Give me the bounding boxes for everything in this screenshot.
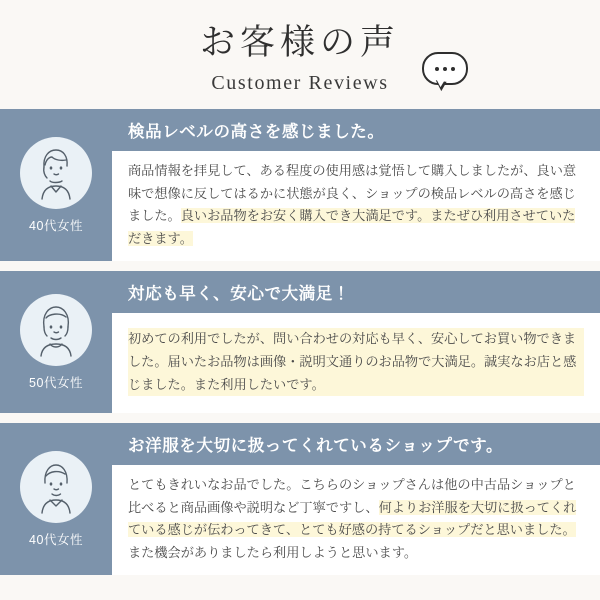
avatar xyxy=(20,137,92,209)
review-content xyxy=(112,423,600,575)
review-body-highlight: 良いお品物をお安く購入でき大満足です。またぜひ利用させていただきます。 xyxy=(128,208,576,247)
speech-bubble-icon xyxy=(422,52,468,85)
review-content xyxy=(112,271,600,413)
review-body-highlight: 初めての利用でしたが、問い合わせの対応も早く、安心してお買い物できました。届いたお品物は画像・説明文通りのお品物で大満足。誠実なお店と感じました。また利用したいです。 xyxy=(128,328,584,396)
review-body xyxy=(112,313,600,413)
review-content xyxy=(112,109,600,261)
reviewer-info xyxy=(0,271,112,413)
review-body-plain: とてもきれいなお品でした。こちらのショップさんは他の中古品ショップと比べると商品画像や説明など丁寧ですし、 xyxy=(128,476,576,515)
reviewer-age-label: 50代女性 xyxy=(29,376,83,391)
review-body xyxy=(112,465,600,575)
avatar xyxy=(20,451,92,523)
review-card xyxy=(0,109,600,261)
review-title: お洋服を大切に扱ってくれているショップです。 xyxy=(112,423,600,465)
review-card xyxy=(0,423,600,575)
reviewer-age-label: 40代女性 xyxy=(29,533,83,548)
review-card xyxy=(0,271,600,413)
page-subtitle: Customer Reviews xyxy=(211,72,389,94)
review-body-highlight: 何よりお洋服を大切に扱ってくれている感じが伝わってきて、とても好感の持てるショップだと思いました。 xyxy=(128,499,577,538)
review-body-plain-2: また機会がありましたら利用しようと思います。 xyxy=(128,544,418,560)
avatar xyxy=(20,294,92,366)
page-title: お客様の声 xyxy=(199,23,400,62)
review-title: 検品レベルの高さを感じました。 xyxy=(112,109,600,151)
review-title: 対応も早く、安心で大満足！ xyxy=(112,271,600,313)
reviewer-info xyxy=(0,423,112,575)
page-header xyxy=(0,0,600,95)
reviewer-info xyxy=(0,109,112,261)
reviewer-age-label: 40代女性 xyxy=(29,219,83,234)
review-body xyxy=(112,151,600,261)
speech-bubble-dots xyxy=(435,67,455,71)
review-list xyxy=(0,109,600,575)
review-body-plain: 商品情報を拝見して、ある程度の使用感は覚悟して購入しましたが、良い意味で想像に反してはるかに状態が良く、ショップの検品レベルの高さを感じました。 xyxy=(128,163,577,224)
